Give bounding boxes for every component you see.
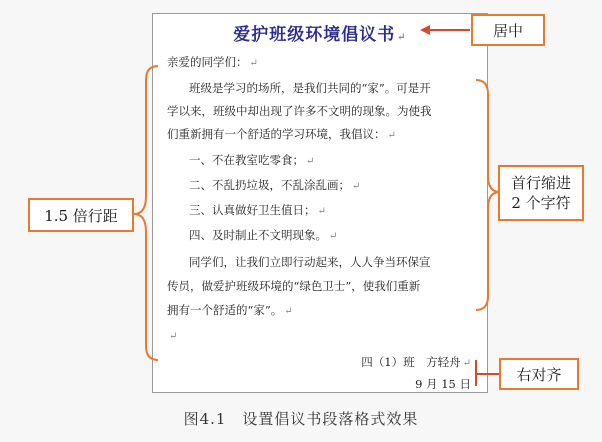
para2-line3-text: 拥有一个舒适的“家”。: [167, 303, 283, 317]
paragraph-mark-icon: ↵: [317, 206, 326, 217]
paragraph-mark-icon: ↵: [169, 331, 178, 342]
para1-line1-text: 班级是学习的场所，是我们共同的“家”。可是开: [189, 81, 431, 95]
callout-right-align: [499, 358, 579, 390]
callout-center: [471, 14, 545, 46]
para2-line2-text: 传员，做爱护班级环境的“绿色卫士”，使我们重新: [167, 279, 421, 293]
center-arrow-head-icon: [420, 25, 430, 35]
paragraph-mark-icon: ↵: [397, 32, 407, 43]
item-4-text: 四、及时制止不文明现象。: [189, 228, 327, 242]
signature-text: 四（1）班 方轻舟: [361, 355, 461, 369]
paragraph-mark-icon: ↵: [329, 231, 338, 242]
item-1-text: 一、不在教室吃零食；: [189, 153, 304, 167]
paragraph-mark-icon: ↵: [306, 156, 315, 167]
paragraph-mark-icon: ↵: [284, 306, 293, 317]
line-spacing-brace-icon: [134, 66, 158, 360]
callout-first-line-indent: [498, 165, 584, 221]
figure-caption: 图4.1 设置倡议书段落格式效果: [183, 410, 419, 428]
callout-indent-line2: 2 个字符: [511, 194, 571, 212]
callout-center-text: 居中: [492, 21, 523, 40]
callout-line-spacing-text: 1.5 倍行距: [44, 206, 118, 225]
paragraph-mark-icon: ↵: [249, 58, 258, 69]
item-2-text: 二、不乱扔垃圾，不乱涂乱画；: [189, 178, 350, 192]
para1-line2-text: 学以来，班级中却出现了许多不文明的现象。为使我: [167, 104, 432, 118]
para1-line3-text: 们重新拥有一个舒适的学习环境，我倡议：: [167, 127, 386, 141]
paragraph-mark-icon: ↵: [352, 181, 361, 192]
item-3-text: 三、认真做好卫生值日；: [189, 203, 316, 217]
indent-brace-icon: [476, 80, 500, 310]
paragraph-mark-icon: ↵: [387, 130, 396, 141]
document-title-text: 爱护班级环境倡议书: [233, 25, 396, 45]
paragraph-mark-icon: ↵: [462, 358, 471, 369]
callout-line-spacing: [28, 198, 134, 232]
callout-right-align-text: 右对齐: [516, 365, 562, 384]
greeting-text: 亲爱的同学们：: [167, 55, 248, 69]
date-text: 9 月 15 日: [415, 377, 471, 391]
callout-indent-line1: 首行缩进: [510, 174, 571, 192]
para2-line1-text: 同学们，让我们立即行动起来，人人争当环保宣: [189, 255, 431, 269]
